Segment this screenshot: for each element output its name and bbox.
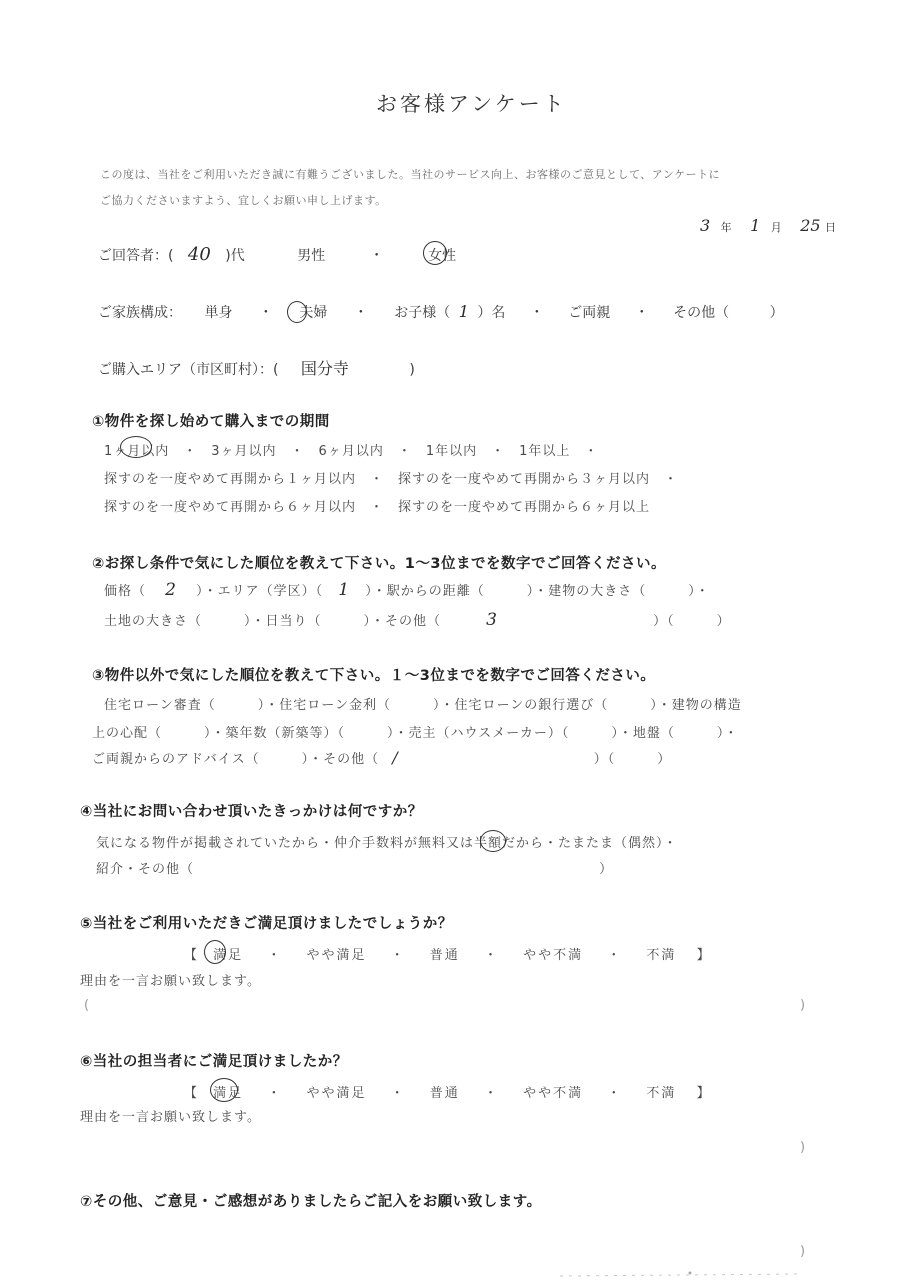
area-close: ) xyxy=(409,362,415,378)
option-other[interactable]: その他（ xyxy=(673,305,730,321)
date-day-label: 日 xyxy=(825,221,836,234)
q5-reason-open: ( xyxy=(84,998,91,1013)
page-title: お客様アンケート xyxy=(376,92,567,116)
q2-rest-line1: ）・駅からの距離（ ）・建物の大きさ（ ）・ xyxy=(365,584,710,599)
q4-title: ④当社にお問い合わせ頂いたきっかけは何ですか？ xyxy=(80,804,423,820)
q6-scale xyxy=(184,1082,712,1101)
q3-line3-label: ご両親からのアドバイス（ ）・その他（ xyxy=(92,752,380,767)
q3-line2: 上の心配（ ）・築年数（新築等）（ ）・売主（ハウスメーカー）（ ）・地盤（ ）・ xyxy=(92,726,739,741)
date-year-label: 年 xyxy=(720,221,732,234)
q5-title: ⑤当社をご利用いただきご満足頂けましたでしょうか？ xyxy=(80,916,453,932)
scale-dissatisfied[interactable]: 不満 xyxy=(646,1086,677,1101)
separator: ・ xyxy=(353,305,368,321)
option-parents[interactable]: ご両親 xyxy=(568,305,611,321)
scale-somewhat-dissatisfied[interactable]: やや不満 xyxy=(523,1086,584,1101)
scale-somewhat-satisfied[interactable]: やや満足 xyxy=(306,948,367,963)
q2-area-rank: 1 xyxy=(338,580,351,600)
scale-bracket-close: 】 xyxy=(696,1086,712,1101)
q3-line3-close: ）（ ） xyxy=(593,752,672,767)
selected-circle-mark xyxy=(204,940,226,964)
selected-circle-mark xyxy=(480,830,506,852)
q3-line1: 住宅ローン審査（ ）・住宅ローン金利（ ）・住宅ローンの銀行選び（ ）・建物の構造 xyxy=(104,698,742,713)
family-row xyxy=(98,302,784,322)
q2-price-label: 価格（ xyxy=(104,584,147,599)
q5-reason-label: 理由を一言お願い致します。 xyxy=(80,974,261,989)
q2-other-rank: 3 xyxy=(486,610,498,630)
scale-bracket-open: 【 xyxy=(184,948,200,963)
date-year: 3 xyxy=(700,216,711,235)
separator: ・ xyxy=(529,305,544,321)
scale-somewhat-satisfied[interactable]: やや満足 xyxy=(306,1086,367,1101)
q4-line2 xyxy=(96,858,613,877)
separator: ・ xyxy=(390,1086,406,1101)
q2-line2 xyxy=(104,610,731,630)
separator: ・ xyxy=(390,948,406,963)
q3-line3 xyxy=(92,748,671,767)
option-single[interactable]: 単身 xyxy=(204,305,233,321)
q2-title: ②お探し条件で気にした順位を教えて下さい。1～3位までを数字でご回答ください。 xyxy=(92,556,666,572)
q1-title: ①物件を探し始めて購入までの期間 xyxy=(92,414,330,430)
option-female[interactable]: 女性 xyxy=(428,248,457,264)
q4-line2-label[interactable]: 紹介・その他（ xyxy=(96,862,195,877)
selected-circle-mark xyxy=(120,436,152,458)
scale-neutral[interactable]: 普通 xyxy=(429,948,460,963)
separator: ・ xyxy=(267,1086,283,1101)
q1-options-line2[interactable]: 探すのを一度やめて再開から１ヶ月以内 ・ 探すのを一度やめて再開から３ヶ月以内 ・ xyxy=(104,472,679,487)
q7-close: ) xyxy=(800,1244,807,1259)
q1-options-line1[interactable]: 1ヶ月以内 ・ 3ヶ月以内 ・ 6ヶ月以内 ・ 1年以内 ・ 1年以上 ・ xyxy=(104,444,599,459)
intro-text-line1: この度は、当社をご利用いただき誠に有難うございました。当社のサービス向上、お客様のご意見として、アンケートに xyxy=(100,168,721,181)
q7-title: ⑦その他、ご意見・ご感想がありましたらご記入をお願い致します。 xyxy=(80,1194,542,1210)
area-label: ご購入エリア（市区町村）：( xyxy=(98,362,279,378)
scale-bracket-close: 】 xyxy=(696,948,712,963)
respondent-age: 40 xyxy=(187,244,211,265)
children-unit: ）名 xyxy=(477,305,506,321)
date-field xyxy=(700,216,836,235)
q5-reason-close: ) xyxy=(800,998,807,1013)
separator: ・ xyxy=(369,248,384,264)
scale-somewhat-dissatisfied[interactable]: やや不満 xyxy=(523,948,584,963)
children-count: 1 xyxy=(458,302,469,321)
option-couple[interactable]: 夫婦 xyxy=(299,305,328,321)
option-male[interactable]: 男性 xyxy=(297,248,326,264)
selected-circle-mark xyxy=(423,241,447,265)
q1-options-line3[interactable]: 探すのを一度やめて再開から６ヶ月以内 ・ 探すのを一度やめて再開から６ヶ月以上 xyxy=(104,500,651,515)
scale-neutral[interactable]: 普通 xyxy=(429,1086,460,1101)
area-row xyxy=(98,356,415,379)
scale-bracket-open: 【 xyxy=(184,1086,200,1101)
q5-scale xyxy=(184,944,712,963)
q2-area-label: ）・エリア（学区）（ xyxy=(196,584,324,599)
selected-circle-mark xyxy=(210,1078,238,1102)
date-month-label: 月 xyxy=(770,221,782,234)
q4-line1[interactable]: 気になる物件が掲載されていたから・仲介手数料が無料又は半額だから・たまたま（偶然）・ xyxy=(96,836,678,851)
option-other-close: ） xyxy=(769,305,784,321)
q6-title: ⑥当社の担当者にご満足頂けましたか？ xyxy=(80,1054,348,1070)
respondent-row xyxy=(98,244,456,265)
separator: ・ xyxy=(483,948,499,963)
date-month: 1 xyxy=(750,216,761,235)
scale-satisfied[interactable]: 満足 xyxy=(213,948,244,963)
area-value: 国分寺 xyxy=(300,359,349,378)
intro-text-line2: ご協力くださいますよう、宜しくお願い申し上げます。 xyxy=(100,194,387,207)
option-children[interactable]: お子様（ xyxy=(394,305,451,321)
scale-satisfied[interactable]: 満足 xyxy=(213,1086,244,1101)
family-label: ご家族構成： xyxy=(98,305,182,321)
separator: ・ xyxy=(607,1086,623,1101)
respondent-label: ご回答者：( xyxy=(98,248,174,264)
separator: ・ xyxy=(258,305,273,321)
q4-line2-close: ） xyxy=(599,862,614,877)
q3-other-mark: / xyxy=(392,748,399,767)
q3-title: ③物件以外で気にした順位を教えて下さい。１～3位までを数字でご回答ください。 xyxy=(92,668,656,684)
separator: ・ xyxy=(267,948,283,963)
q6-reason-label: 理由を一言お願い致します。 xyxy=(80,1110,261,1125)
date-day: 25 xyxy=(800,216,821,235)
q2-line2-close: ）（ ） xyxy=(653,614,731,629)
separator: ・ xyxy=(607,948,623,963)
selected-circle-mark xyxy=(287,301,307,323)
separator: ・ xyxy=(483,1086,499,1101)
q2-line1 xyxy=(104,580,710,600)
separator: ・ xyxy=(634,305,649,321)
q6-reason-close: ) xyxy=(800,1140,807,1155)
q2-line2-label: 土地の大きさ（ ）・日当り（ ）・その他（ xyxy=(104,614,442,629)
scale-dissatisfied[interactable]: 不満 xyxy=(646,948,677,963)
respondent-age-suffix: )代 xyxy=(225,248,245,264)
q2-price-rank: 2 xyxy=(165,580,177,600)
